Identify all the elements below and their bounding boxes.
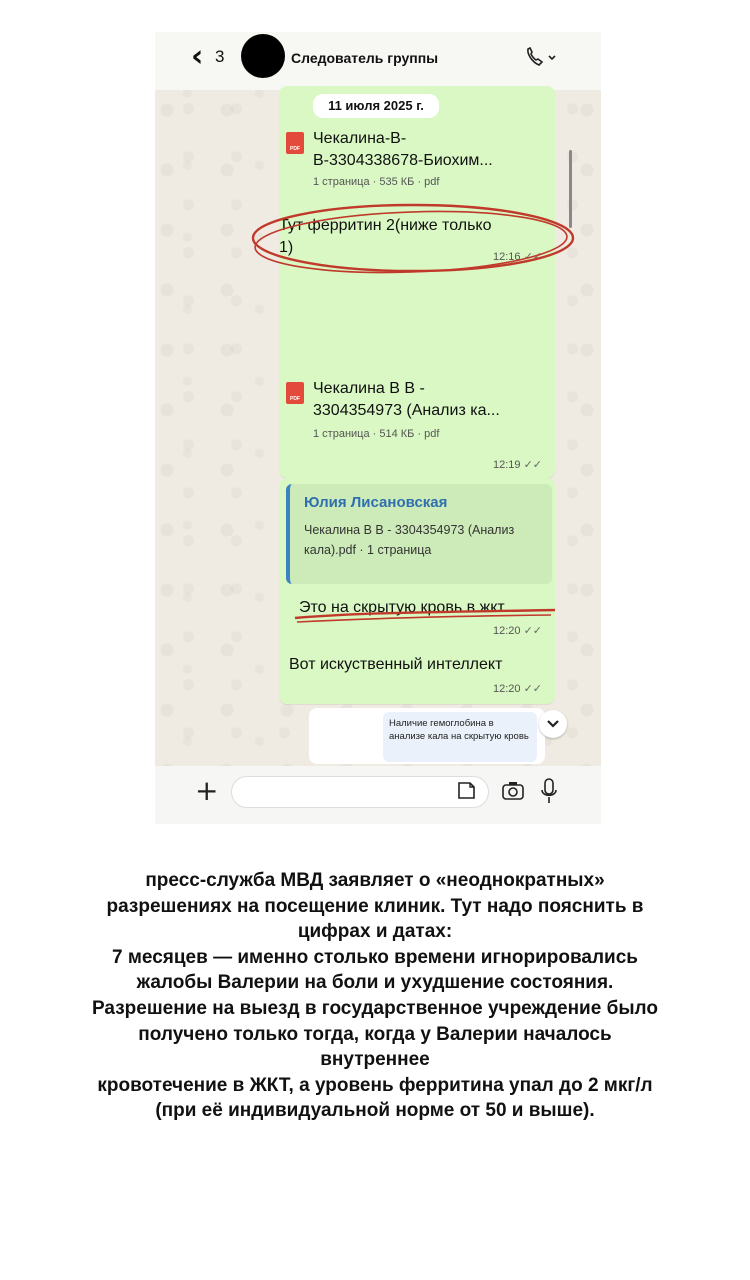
message-time: 12:20 ✓✓ [493, 625, 543, 637]
pdf-icon: PDF [286, 382, 304, 404]
camera-icon[interactable] [501, 780, 525, 802]
caption-line: (при её индивидуальной норме от 50 и выше). [25, 1098, 725, 1124]
file-meta: 1 страница · 514 КБ · pdf [313, 428, 440, 440]
back-chevron-icon[interactable]: ‹ [191, 39, 204, 74]
file-name[interactable]: Чекалина-В- В-3304338678-Биохим... [313, 130, 493, 169]
plus-icon[interactable]: + [195, 774, 219, 807]
incoming-message[interactable] [309, 708, 545, 764]
sticker-icon[interactable] [455, 780, 477, 802]
unread-count: 3 [215, 47, 225, 66]
caption-line: цифрах и датах: [25, 919, 725, 945]
scroll-down-button[interactable] [539, 710, 567, 738]
message-input[interactable] [231, 776, 489, 808]
message-text: Вот искуственный интеллект [289, 656, 503, 673]
caption-line: 7 месяцев — именно столько времени игнорировались [25, 945, 725, 971]
incoming-preview: Наличие гемоглобина в анализе кала на скрытую кровь [383, 712, 537, 762]
read-receipt-icon: ✓✓ [523, 625, 543, 637]
message-text: Это на скрытую кровь в жкт [299, 599, 505, 616]
caption-line: пресс-служба МВД заявляет о «неоднократных» [25, 868, 725, 894]
caption-line: жалобы Валерии на боли и ухудшение состояния. [25, 970, 725, 996]
caption-line: Разрешение на выезд в государственное учреждение было [25, 996, 725, 1022]
chat-title[interactable]: Следователь группы [291, 50, 439, 66]
caption-line: разрешениях на посещение клиник. Тут надо пояснить в [25, 894, 725, 920]
caption-line: получено только тогда, когда у Валерии началось [25, 1022, 725, 1048]
scrollbar-thumb[interactable] [569, 150, 572, 228]
chevron-down-icon [539, 710, 567, 738]
pdf-icon: PDF [286, 132, 304, 154]
message-time: 12:16 ✓✓ [493, 251, 543, 263]
chat-header [155, 32, 601, 90]
caption-line: внутреннее [25, 1047, 725, 1073]
file-meta: 1 страница · 535 КБ · pdf [313, 176, 440, 188]
chat-screenshot [155, 32, 601, 824]
quoted-message[interactable] [286, 484, 552, 584]
microphone-icon[interactable] [541, 777, 557, 805]
read-receipt-icon: ✓✓ [523, 683, 543, 695]
file-name[interactable]: Чекалина В В - 3304354973 (Анализ ка... [313, 380, 500, 419]
quote-body: Чекалина В В - 3304354973 (Анализ кала).pdf · 1 страница [304, 523, 515, 557]
call-icon[interactable] [523, 46, 559, 70]
message-time: 12:20 ✓✓ [493, 683, 543, 695]
avatar[interactable] [241, 34, 285, 78]
read-receipt-icon: ✓✓ [523, 459, 543, 471]
read-receipt-icon: ✓✓ [523, 251, 543, 263]
caption-line: кровотечение в ЖКТ, а уровень ферритина упал до 2 мкг/л [25, 1073, 725, 1099]
quote-author: Юлия Лисановская [304, 494, 448, 511]
message-text: Тут ферритин 2(ниже только 1) [279, 217, 492, 256]
message-composer [155, 766, 601, 824]
message-time: 12:19 ✓✓ [493, 459, 543, 471]
story-caption [25, 868, 725, 1124]
date-separator: 11 июля 2025 г. [313, 94, 439, 118]
